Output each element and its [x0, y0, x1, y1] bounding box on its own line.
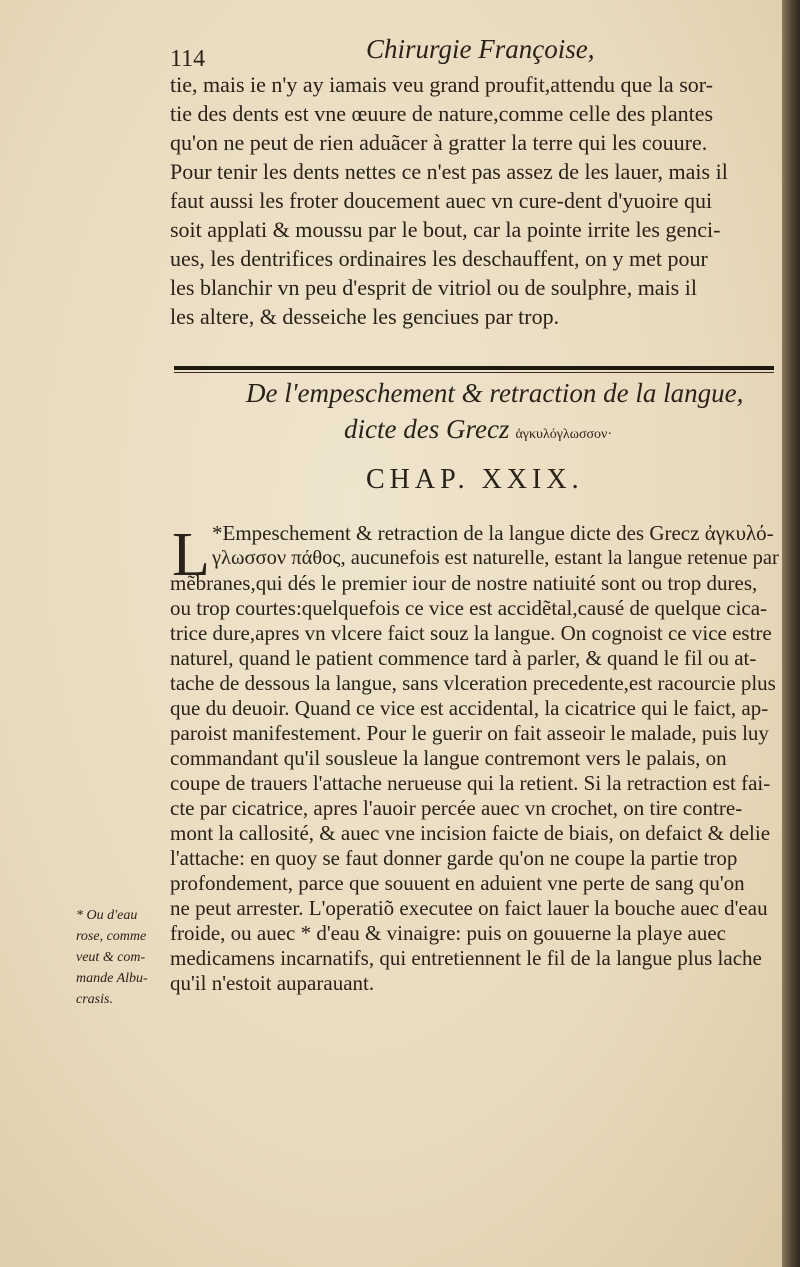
- text-line: qu'on ne peut de rien aduãcer à gratter la terre qui les couure.: [170, 130, 708, 155]
- text-line: profondement, parce que souuent en aduient vne perte de sang qu'on: [170, 871, 745, 895]
- text-line: ne peut arrester. L'operatiõ executee on faict lauer la bouche auec d'eau: [170, 896, 768, 920]
- text-line: mont la callosité, & auec vne incision faicte de biais, on defaict & delie: [170, 821, 771, 845]
- text-line: trice dure,apres vn vlcere faict souz la langue. On cognoist ce vice estre: [170, 621, 772, 645]
- text-line: mẽbranes,qui dés le premier iour de nostre natiuité sont ou trop dures,: [170, 571, 758, 595]
- note-line: rose, comme: [76, 929, 147, 944]
- chapter-number: CHAP. XXIX.: [366, 464, 584, 495]
- note-line: mande Albu-: [76, 971, 148, 986]
- text-line: soit applati & moussu par le bout, car la pointe irrite les genci-: [170, 217, 721, 242]
- text-line: qu'il n'estoit auparauant.: [170, 971, 375, 995]
- section-divider-thin: [174, 372, 774, 373]
- text-line: tie des dents est vne œuure de nature,comme celle des plantes: [170, 101, 714, 126]
- text-line: tie, mais ie n'y ay iamais veu grand proufit,attendu que la sor-: [170, 72, 713, 97]
- text-line: les blanchir vn peu d'esprit de vitriol ou de soulphre, mais il: [170, 275, 697, 300]
- text-line: l'attache: en quoy se faut donner garde qu'on ne coupe la partie trop: [170, 846, 738, 870]
- page-header: [170, 34, 770, 74]
- chapter-title-text: dicte des Grecz: [344, 414, 510, 444]
- text-line: ues, les dentrifices ordinaires les deschauffent, on y met pour: [170, 246, 708, 271]
- text-line: Pour tenir les dents nettes ce n'est pas assez de les lauer, mais il: [170, 159, 728, 184]
- chapter-title-greek: ἀγκυλόγλωσσον·: [515, 427, 613, 442]
- running-title: Chirurgie Françoise,: [366, 34, 595, 64]
- text-line: medicamens incarnatifs, qui entretiennent le fil de la langue plus lache: [170, 946, 762, 970]
- text-line: *Empeschement & retraction de la langue dicte des Grecz ἀγκυλό-: [212, 521, 774, 545]
- section-divider: [174, 366, 774, 370]
- page-number: 114: [170, 46, 206, 72]
- text-line: coupe de trauers l'attache nerueuse qui la retient. Si la retraction est fai-: [170, 771, 771, 795]
- note-line: crasis.: [76, 992, 113, 1007]
- text-line: commandant qu'il sousleue la langue contremont vers le palais, on: [170, 746, 727, 770]
- text-line: que du deuoir. Quand ce vice est accidental, la cicatrice qui le faict, ap-: [170, 696, 769, 720]
- chapter-title: De l'empeschement & retraction de la langue,: [246, 378, 744, 408]
- text-line: paroist manifestement. Pour le guerir on fait asseoir le malade, puis luy: [170, 721, 769, 745]
- text-line: ou trop courtes:quelquefois ce vice est accidẽtal,causé de quelque cica-: [170, 596, 768, 620]
- text-line: les altere, & desseiche les genciues par trop.: [170, 304, 560, 329]
- text-line: faut aussi les froter doucement auec vn cure-dent d'yuoire qui: [170, 188, 713, 213]
- text-line: tache de dessous la langue, sans vlceration precedente,est racourcie plus: [170, 671, 776, 695]
- chapter-title-line2: [344, 414, 612, 445]
- text-line: cte par cicatrice, apres l'auoir percée auec vn crochet, on tire contre-: [170, 796, 743, 820]
- drop-cap: L: [172, 521, 210, 589]
- text-line: naturel, quand le patient commence tard à parler, & quand le fil ou at-: [170, 646, 757, 670]
- note-line: * Ou d'eau: [76, 908, 138, 923]
- marginal-note: [76, 905, 174, 1010]
- text-line: froide, ou auec * d'eau & vinaigre: puis on gouuerne la playe auec: [170, 921, 726, 945]
- note-line: veut & com-: [76, 950, 146, 965]
- book-spine-edge: [782, 0, 800, 1267]
- text-line: γλωσσον πάθος, aucunefois est naturelle, estant la langue retenue par: [212, 547, 779, 569]
